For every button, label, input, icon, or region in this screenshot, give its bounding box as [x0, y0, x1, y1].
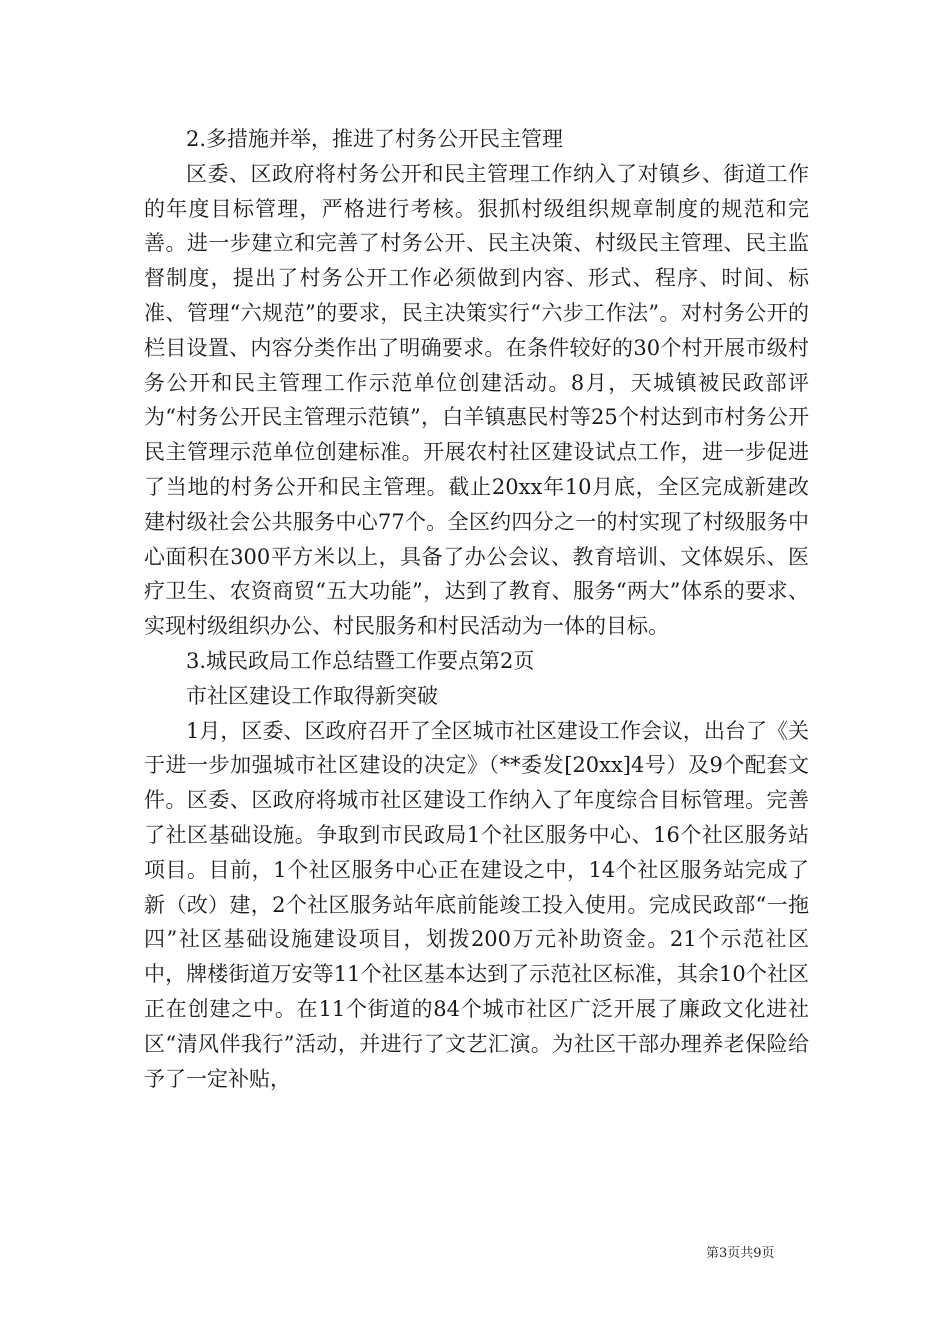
page-number-footer: 第3页共9页: [706, 1246, 775, 1261]
body-paragraph-village-affairs: 区委、区政府将村务公开和民主管理工作纳入了对镇乡、街道工作的年度目标管理，严格进行考核。狠抓村级组织规章制度的规范和完善。进一步建立和完善了村务公开、民主决策、村级民主管理、民主监督制度，提出了村务公开工作必须做到内容、形式、程序、时间、标准、管理“六规范”的要求，民主决策实行“六步工作法”。对村务公开的栏目设置、内容分类作出了明确要求。在条件较好的30个村开展市级村务公开和民主管理工作示范单位创建活动。8月，天城镇被民政部评为“村务公开民主管理示范镇”，白羊镇惠民村等25个村达到市村务公开民主管理示范单位创建标准。开展农村社区建设试点工作，进一步促进了当地的村务公开和民主管理。截止20xx年10月底，全区完成新建改建村级社会公共服务中心77个。全区约四分之一的村实现了村级服务中心面积在300平方米以上，具备了办公会议、教育培训、文体娱乐、医疗卫生、农资商贸“五大功能”，达到了教育、服务“两大”体系的要求、实现村级组织办公、村民服务和村民活动为一体的目标。: [144, 161, 809, 639]
section-heading-village-affairs: 2.多措施并举，推进了村务公开民主管理: [186, 127, 564, 151]
document-body: [144, 122, 809, 1096]
body-paragraph-community-building: 1月，区委、区政府召开了全区城市社区建设工作会议，出台了《关于进一步加强城市社区建设的决定》（**委发[20xx]4号）及9个配套文件。区委、区政府将城市社区建设工作纳入了年度综合目标管理。完善了社区基础设施。争取到市民政局1个社区服务中心、16个社区服务站项目。目前，1个社区服务中心正在建设之中，14个社区服务站完成了新（改）建，2个社区服务站年底前能竣工投入使用。完成民政部“一拖四”社区基础设施建设项目，划拨200万元补助资金。21个示范社区中，牌楼街道万安等11个社区基本达到了示范社区标准，其余10个社区正在创建之中。在11个街道的84个城市社区广泛开展了廉政文化进社区“清风伴我行”活动，并进行了文艺汇演。为社区干部办理养老保险给予了一定补贴，: [144, 718, 809, 1091]
section-heading-civil-affairs-summary: 3.城民政局工作总结暨工作要点第2页: [186, 648, 535, 673]
section-subheading-community-building: 市社区建设工作取得新突破: [186, 683, 438, 708]
